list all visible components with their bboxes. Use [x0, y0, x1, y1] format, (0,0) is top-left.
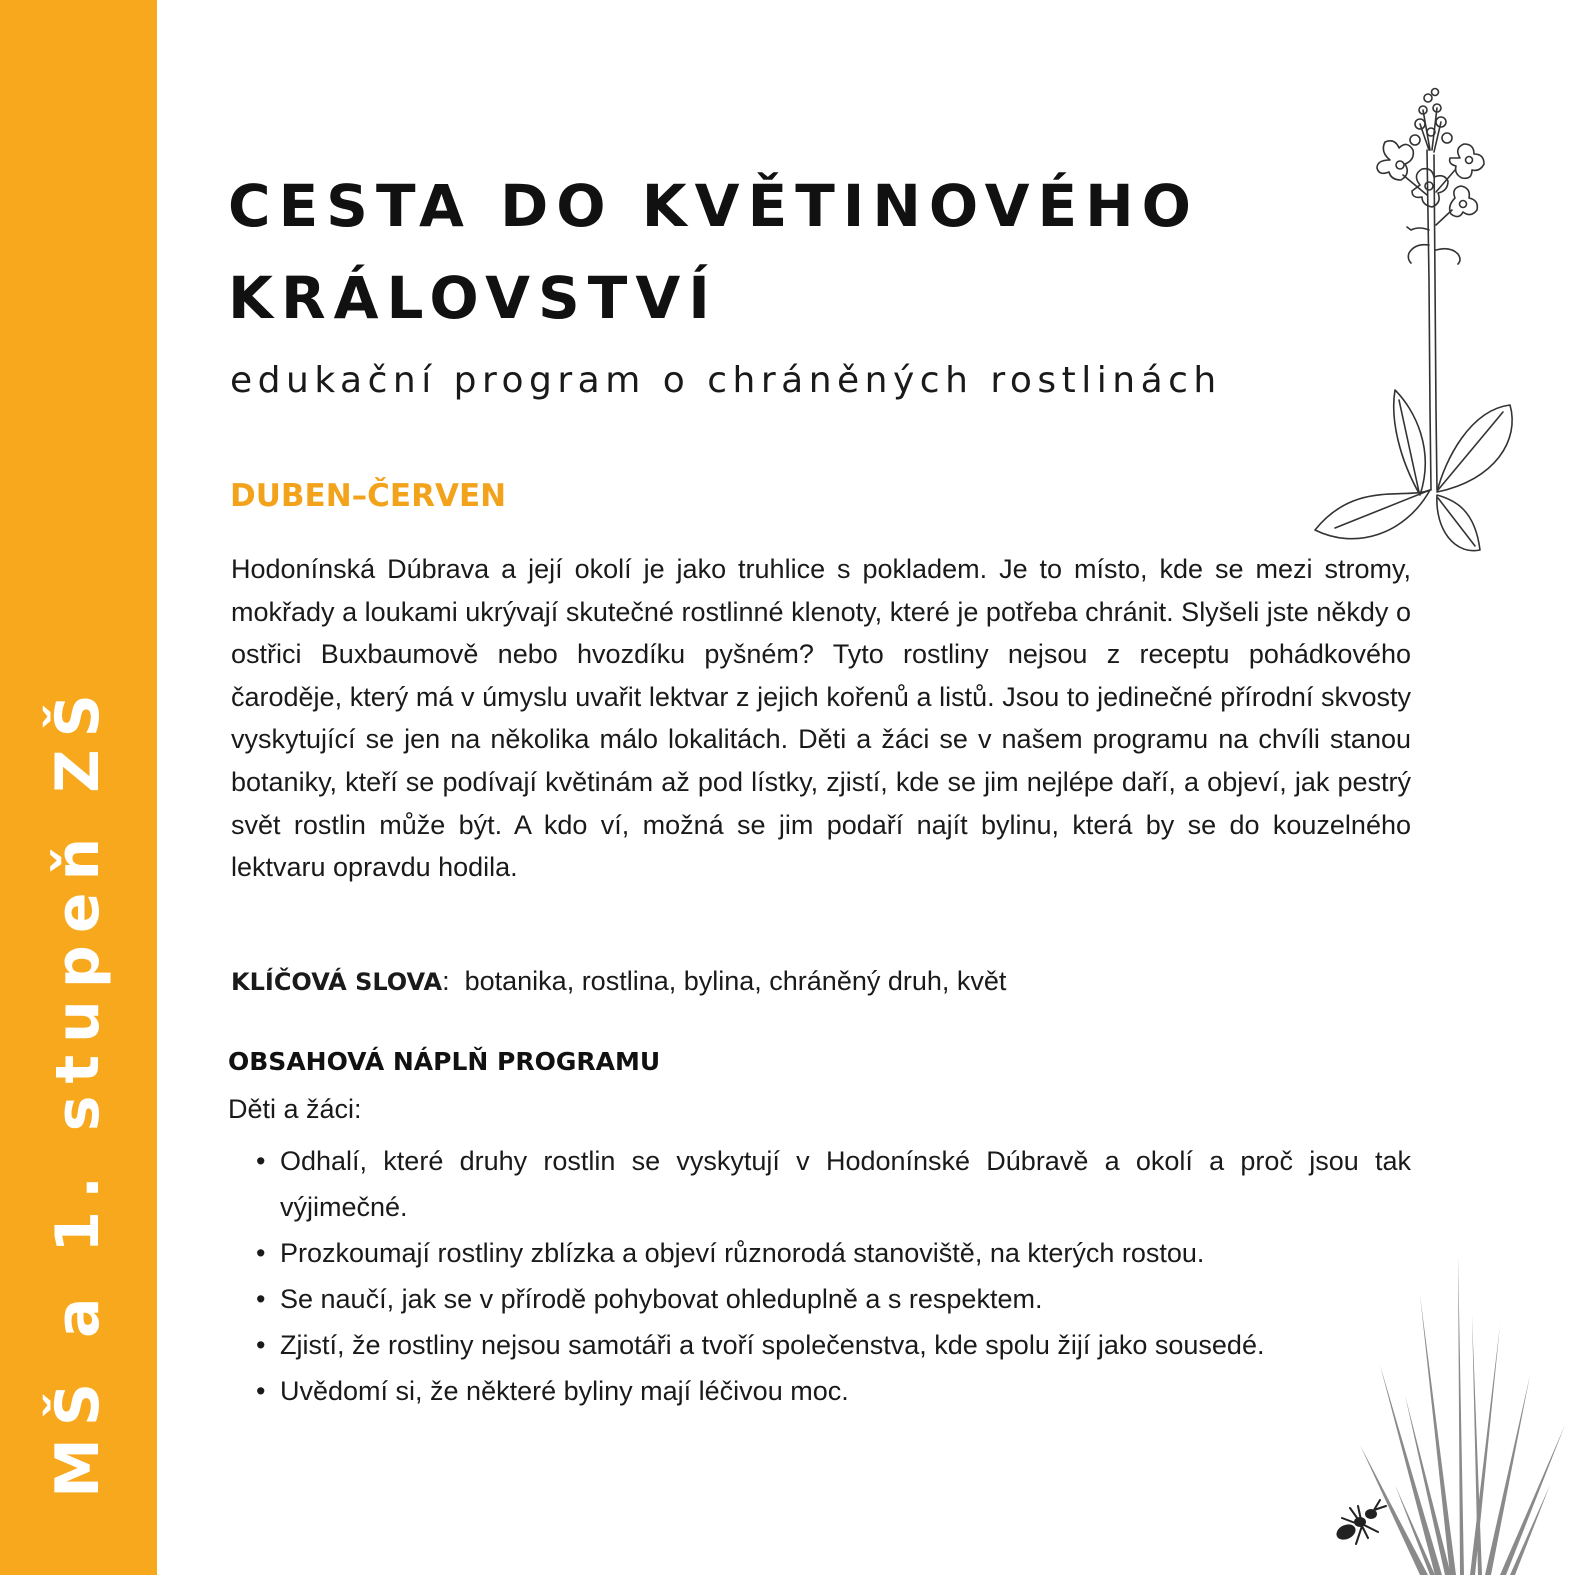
page-title: [228, 160, 1199, 344]
keywords-label: KLÍČOVÁ SLOVA: [231, 968, 443, 996]
list-item: • Uvědomí si, že některé byliny mají léčivou moc.: [256, 1368, 1411, 1414]
list-item: • Se naučí, jak se v přírodě pohybovat ohleduplně a s respektem.: [256, 1276, 1411, 1322]
keywords-separator: :: [442, 966, 450, 996]
content-list: [256, 1138, 1411, 1414]
intro-paragraph: Hodonínská Dúbrava a její okolí je jako truhlice s pokladem. Je to místo, kde se mezi stromy, mokřady a loukami ukrývají skutečné rostlinné klenoty, které je potřeba chránit. Slyšeli jste někdy o ostřici Buxbaumově nebo hvozdíku pyšném? Tyto rostliny nejsou z receptu pohádkového čaroděje, který má v úmyslu uvařit lektvar z jejich kořenů a listů. Jsou to jedinečné přírodní skvosty vyskytující se jen na několika málo lokalitách. Děti a žáci se v našem programu na chvíli stanou botaniky, kteří se podívají květinám až pod lístky, zjistí, kde se jim nejlépe daří, a objeví, jak pestrý svět rostlin může být. A kdo ví, možná se jim podaří najít bylinu, která by se do kouzelného lektvaru opravdu hodila.: [231, 554, 1411, 883]
subtitle: edukační program o chráněných rostlinách: [230, 360, 1222, 401]
flowering-plant-illustration: [1295, 80, 1530, 560]
title-line-1: CESTA DO KVĚTINOVÉHO: [228, 172, 1199, 240]
list-item: • Odhalí, které druhy rostlin se vyskytují v Hodonínské Dúbravě a okolí a proč jsou tak výjimečné.: [256, 1138, 1411, 1230]
content-heading: OBSAHOVÁ NÁPLŇ PROGRAMU: [228, 1047, 661, 1076]
title-line-2: KRÁLOVSTVÍ: [228, 264, 718, 332]
ant-icon: [1328, 1498, 1390, 1550]
grass-illustration: [1360, 1255, 1575, 1575]
sidebar-band: [0, 0, 157, 1575]
audience-label: MŠ a 1. stupeň ZŠ: [43, 682, 113, 1498]
keywords-values: botanika, rostlina, bylina, chráněný druh, květ: [464, 966, 1007, 996]
keywords-line: [231, 966, 1006, 997]
list-item: • Prozkoumají rostliny zblízka a objeví různorodá stanoviště, na kterých rostou.: [256, 1230, 1411, 1276]
list-item: • Zjistí, že rostliny nejsou samotáři a tvoří společenstva, kde spolu žijí jako sousedé.: [256, 1322, 1411, 1368]
season-heading: DUBEN–ČERVEN: [230, 478, 507, 514]
content-intro: Děti a žáci:: [228, 1094, 362, 1124]
